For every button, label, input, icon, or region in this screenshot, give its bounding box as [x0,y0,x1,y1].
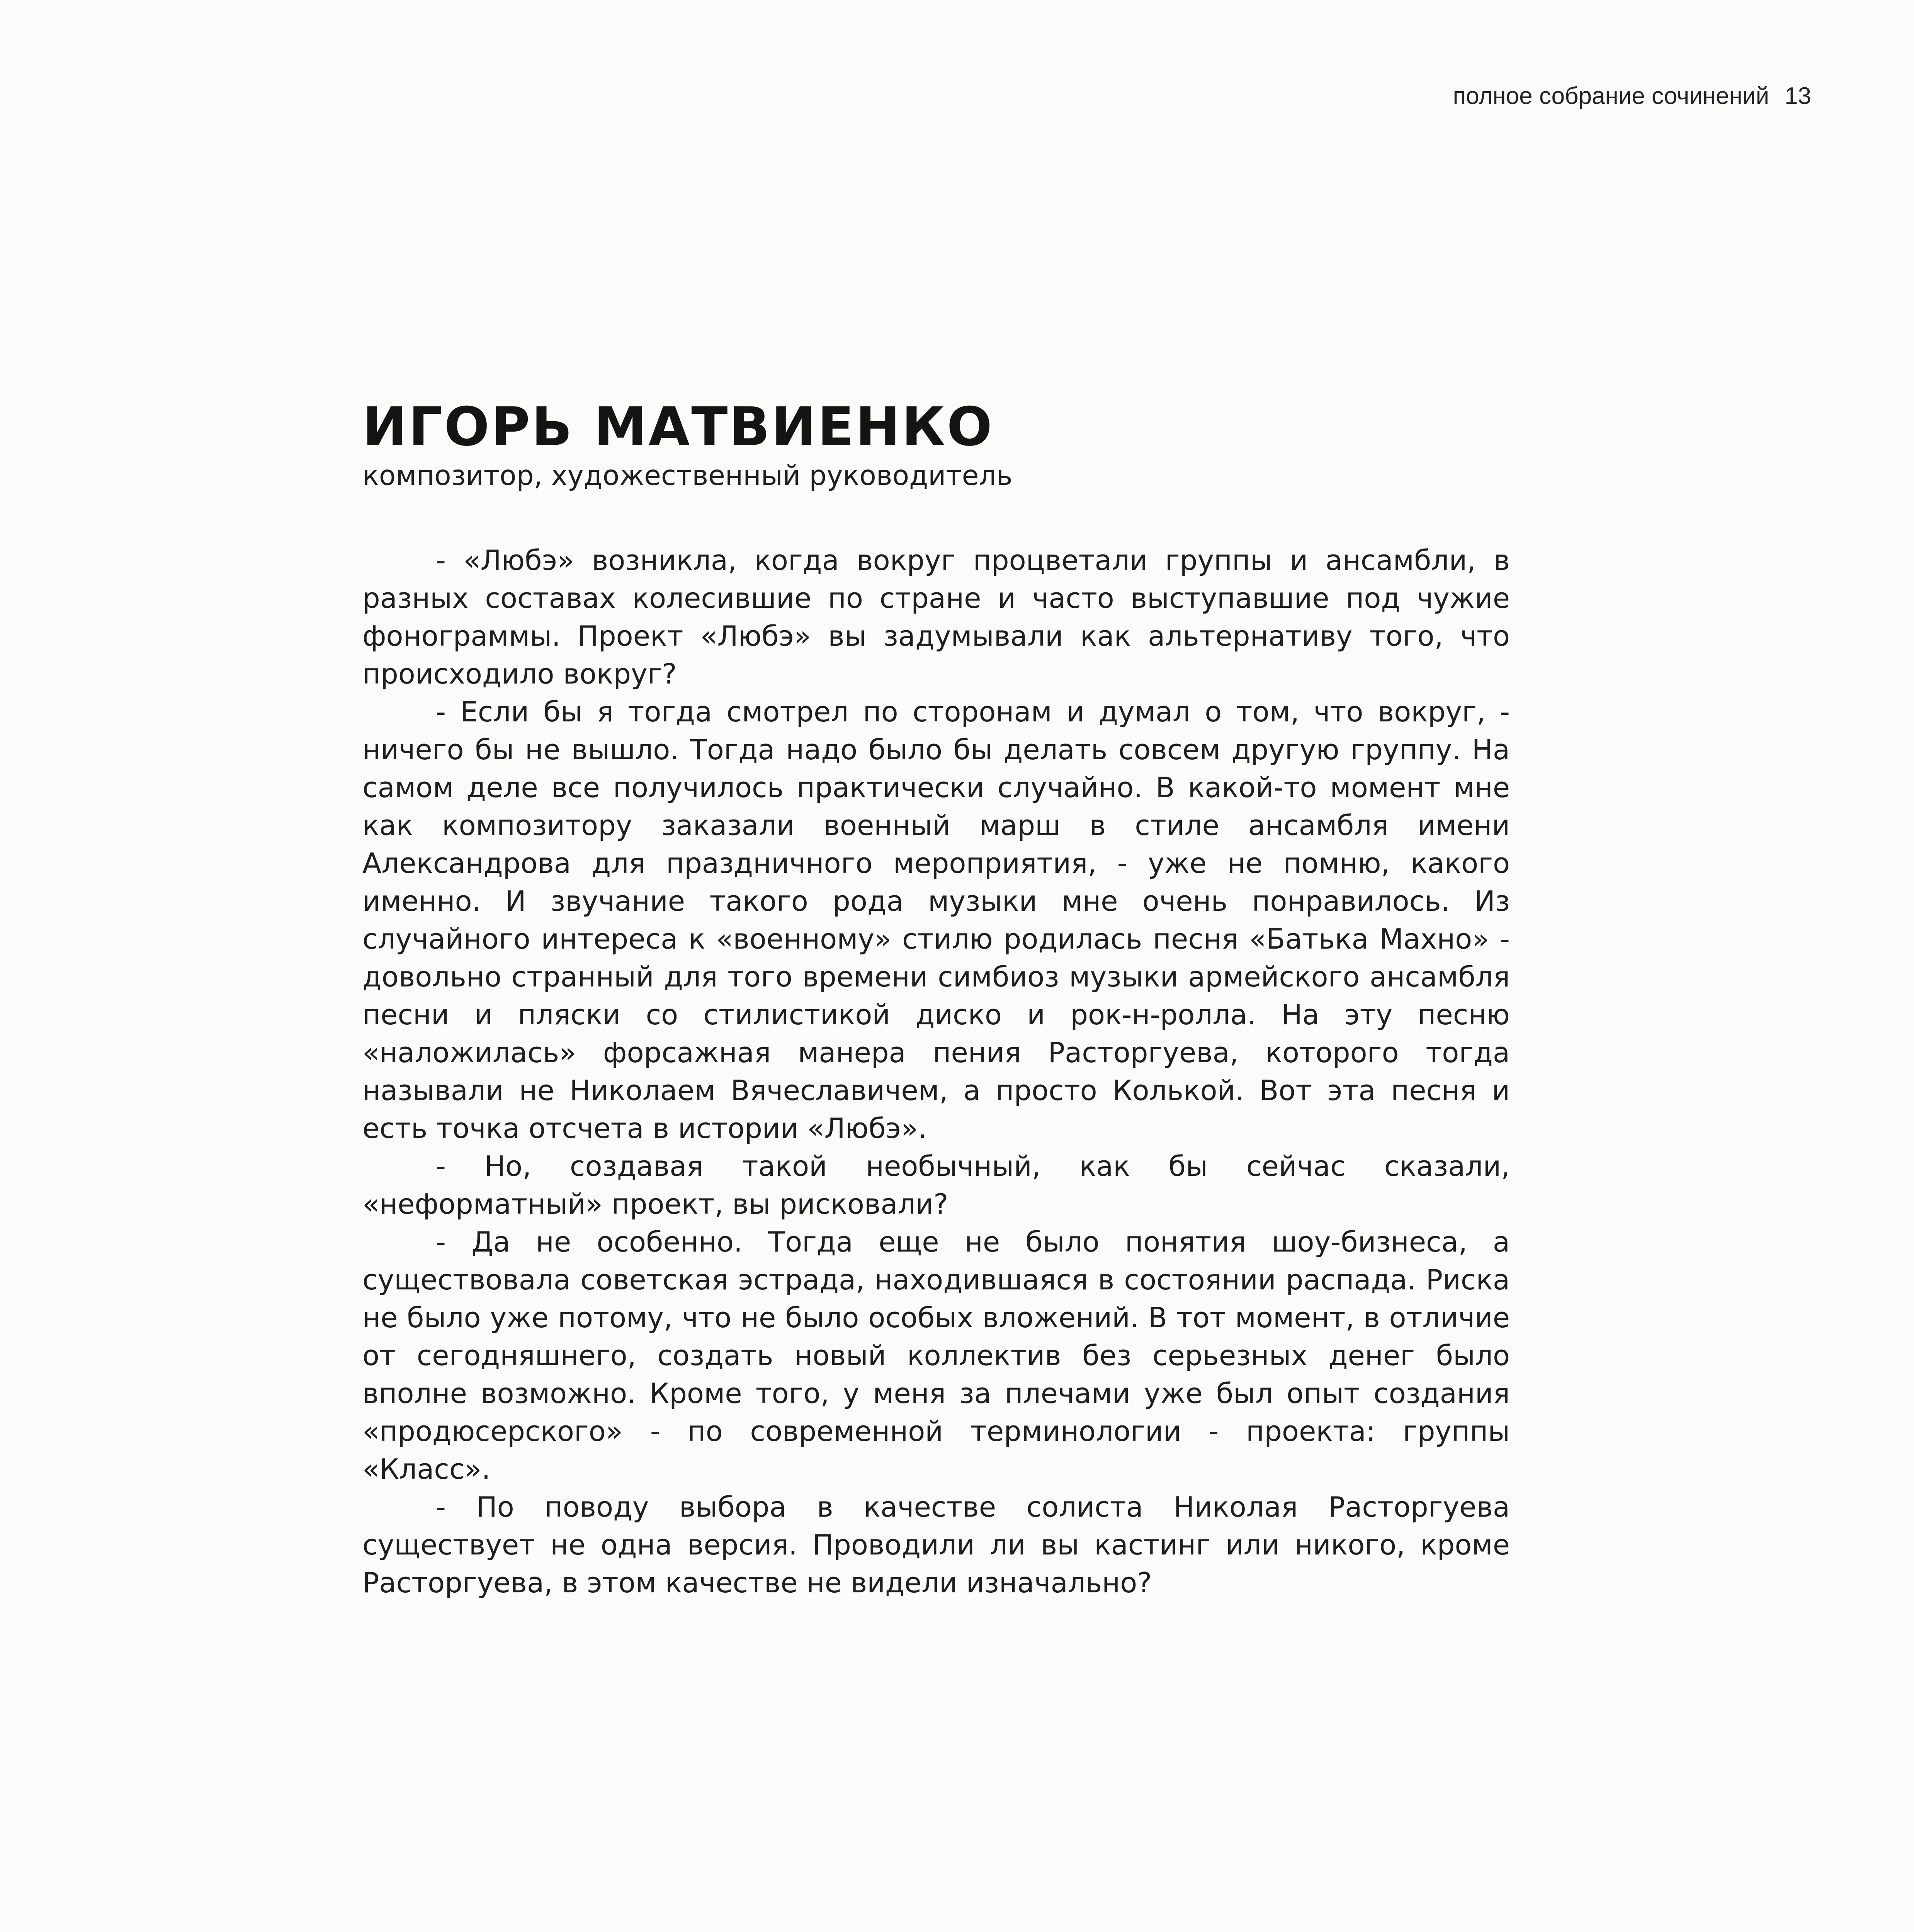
author-name: ИГОРЬ МАТВИЕНКО [362,396,994,458]
paragraph-question-2: - Но, создавая такой необычный, как бы сейчас сказали, «неформатный» проект, вы рисковали? [362,1150,1510,1221]
paragraph-answer-2: - Да не особенно. Тогда еще не было понятия шоу-бизнеса, а существовала советская эстрада, находившаяся в состоянии распада. Риска не было уже потому, что не было особых вложений. В тот момент, в отличие от сегодняшнего, создать новый коллектив без серьезных денег было вполне возможно. Кроме того, у меня за плечами уже был опыт создания «продюсерского» - по современной терминологии - проекта: группы «Класс». [362,1226,1510,1486]
page-header [1453,84,1811,108]
paragraph-question-1: - «Любэ» возникла, когда вокруг процветали группы и ансамбли, в разных составах колесившие по стране и часто выступавшие под чужие фонограммы. Проект «Любэ» вы задумывали как альтернативу того, что происходило вокруг? [362,544,1510,690]
paragraph-answer-1: - Если бы я тогда смотрел по сторонам и думал о том, что вокруг, - ничего бы не вышло. Тогда надо было бы делать совсем другую группу. На самом деле все получилось практически случайно. В какой-то момент мне как композитору заказали военный марш в стиле ансамбля имени Александрова для праздничного мероприятия, - уже не помню, какого именно. И звучание такого рода музыки мне очень понравилось. Из случайного интереса к «военному» стилю родилась песня «Батька Махно» - довольно странный для того времени симбиоз музыки армейского ансамбля песни и пляски со стилистикой диско и рок-н-ролла. На эту песню «наложилась» форсажная манера пения Расторгуева, которого тогда называли не Николаем Вячеславичем, а просто Колькой. Вот эта песня и есть точка отсчета в истории «Любэ». [362,696,1510,1145]
article [362,396,1510,1602]
running-title: полное собрание сочинений [1453,83,1770,109]
page-number: 13 [1785,83,1811,109]
author-role: композитор, художественный руководитель [362,459,1013,492]
paragraph-question-3: - По поводу выбора в качестве солиста Николая Расторгуева существует не одна версия. Проводили ли вы кастинг или никого, кроме Расторгуева, в этом качестве не видели изначально? [362,1491,1510,1599]
interview-text [362,541,1510,1602]
